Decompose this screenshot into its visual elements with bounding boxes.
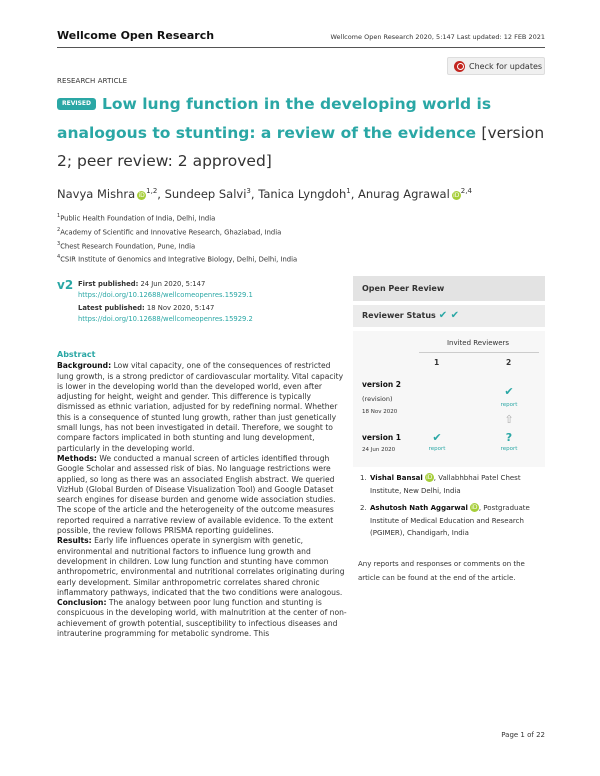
author-affil-sup: 3 — [246, 187, 251, 196]
check-updates-label: Check for updates — [469, 61, 543, 71]
version-history — [57, 278, 347, 334]
revised-badge: REVISED — [57, 98, 96, 110]
latest-doi-link[interactable]: https://doi.org/10.12688/wellcomeopenres.15929.2 — [78, 315, 253, 323]
version-1-label[interactable]: version 1 — [362, 433, 402, 442]
reviewer-col-2: 2 — [506, 358, 512, 367]
title-main: Low lung function in the developing world is analogous to stunting: a review of the evidence — [57, 95, 492, 142]
version-2-date: 18 Nov 2020 — [362, 409, 398, 415]
reviewer-item: 2. Ashutosh Nath Aggarwal iD, Postgraduate Institute of Medical Education and Research (PGIMER), Chandigarh, India — [360, 504, 530, 537]
approved-check-icon: ✔ — [432, 431, 442, 444]
journal-name: Wellcome Open Research — [57, 29, 215, 42]
report-link[interactable]: report — [428, 446, 446, 452]
invited-reviewers-label: Invited Reviewers — [446, 339, 510, 347]
reviewer-name[interactable]: Ashutosh Nath Aggarwal — [370, 504, 468, 512]
reviewer-status: Reviewer Status ✔ ✔ — [353, 305, 545, 327]
reviewer-item: 1. Vishal Bansal iD, Vallabhbhai Patel Chest Institute, New Delhi, India — [360, 474, 521, 495]
author-affil-sup: 2,4 — [460, 187, 472, 196]
page-number: Page 1 of 22 — [501, 731, 545, 739]
arrow-up-icon: ⇧ — [504, 413, 514, 426]
author-affil-sup: 1,2 — [146, 187, 158, 196]
first-doi-link[interactable]: https://doi.org/10.12688/wellcomeopenres.15929.1 — [78, 291, 253, 299]
article-type: RESEARCH ARTICLE — [57, 77, 128, 85]
abstract-conclusion: Conclusion: The analogy between poor lung function and stunting is conspicuous in the developing world, with malnutrition at the center of non-achievement of growth potential, susceptibility to infectious diseases and intrauterine programming for metabolic syndrome. This — [57, 598, 347, 639]
author-affil-sup: 1 — [346, 187, 351, 196]
divider — [419, 352, 539, 353]
citation-line: Wellcome Open Research 2020, 5:147 Last updated: 12 FEB 2021 — [330, 33, 545, 41]
version-2-label[interactable]: version 2 — [362, 380, 402, 389]
orcid-icon[interactable]: iD — [138, 192, 145, 199]
abstract-heading: Abstract — [57, 350, 96, 359]
approved-check-icon: ✔ ✔ — [438, 310, 460, 321]
orcid-icon[interactable]: iD — [453, 192, 460, 199]
affiliation-item: $^1$Public Health Foundation of India, Delhi, India — [57, 213, 216, 223]
orcid-icon[interactable]: iD — [426, 474, 433, 481]
abstract — [57, 350, 347, 639]
abstract-background: Background: Low vital capacity, one of the consequences of restricted lung growth, is a strong predictor of cardiovascular mortality. Vital capacity is lower in the developing world than the developed world, even after adjusting for height, weight and gender. This difference is typically dismissed as ethnic variation, adjusted for by redefining normal. Whether this is a consequence of stunted lung growth, rather than just genetically small lungs, has not been investigated in detail. Therefore, we sought to compare factors implicated in both stunting and lung development, particularly in the developing world. — [57, 361, 344, 453]
author-list: Navya Mishra iD$^{1,2}$, Sundeep Salvi$^3$, Tanica Lyngdoh$^1$, Anurag Agrawal iD$^{2,4}$ — [57, 187, 472, 201]
check-for-updates-button[interactable] — [447, 57, 545, 75]
affiliation-item: $^4$CSIR Institute of Genomics and Integrative Biology, Delhi, Delhi, India — [57, 254, 298, 264]
reviewer-col-1: 1 — [434, 358, 440, 367]
author-name[interactable]: Anurag Agrawal — [358, 187, 450, 201]
abstract-results: Results: Early life influences operate in synergism with genetic, environmental and nutritional factors to influence lung growth and development in children. Low lung function and stunting have common anthropometric, environmental and nutritional correlates originating during early development. Similar anthropometric correlates shared chronic inflammatory pathways, indicated that the two conditions were analogous. — [57, 536, 345, 597]
abstract-methods: Methods: We conducted a manual screen of articles identified through Google Scholar and assessed risk of bias. No language restrictions were applied, so long as there was an associated English abstract. We queried VizHub (Global Burden of Disease Visualization Tool) and Google Dataset search engines for disease burden and genome wide association studies. The scope of the article and the heterogeneity of the outcome measures reported required a narrative review of available evidence. To the extent possible, the review follows PRISMA reporting guidelines. — [57, 453, 336, 536]
reviewer-table — [353, 331, 545, 467]
reviewer-list — [358, 472, 548, 545]
peer-review-footnote: Any reports and responses or comments on the article can be found at the end of the article. — [358, 560, 525, 582]
author-name[interactable]: Tanica Lyngdoh — [258, 187, 347, 201]
journal-header — [57, 28, 545, 48]
peer-review-title: Open Peer Review — [353, 276, 545, 301]
affiliation-item: $^3$Chest Research Foundation, Pune, India — [57, 240, 196, 250]
approved-check-icon: ✔ — [504, 385, 514, 398]
author-name[interactable]: Navya Mishra — [57, 187, 136, 201]
approved-with-reservations-icon: ? — [505, 431, 513, 444]
report-link[interactable]: report — [500, 446, 518, 452]
latest-published: Latest published: 18 Nov 2020, 5:147 — [78, 304, 215, 312]
article-title — [57, 90, 547, 176]
author-name[interactable]: Sundeep Salvi — [164, 187, 247, 201]
affiliation-item: $^2$Academy of Scientific and Innovative Research, Ghaziabad, India — [57, 226, 282, 237]
report-link[interactable]: report — [500, 402, 518, 408]
first-published: First published: 24 Jun 2020, 5:147 — [78, 280, 206, 288]
orcid-icon[interactable]: iD — [471, 504, 478, 511]
version-1-date: 24 Jun 2020 — [362, 447, 396, 453]
reviewer-name[interactable]: Vishal Bansal — [370, 474, 423, 482]
title-version-info: [version 2; peer review: 2 approved] — [57, 123, 545, 170]
affiliations — [57, 211, 297, 266]
crossmark-icon — [454, 61, 465, 72]
version-label: v2 — [57, 278, 74, 292]
version-2-revision: (revision) — [362, 395, 393, 403]
